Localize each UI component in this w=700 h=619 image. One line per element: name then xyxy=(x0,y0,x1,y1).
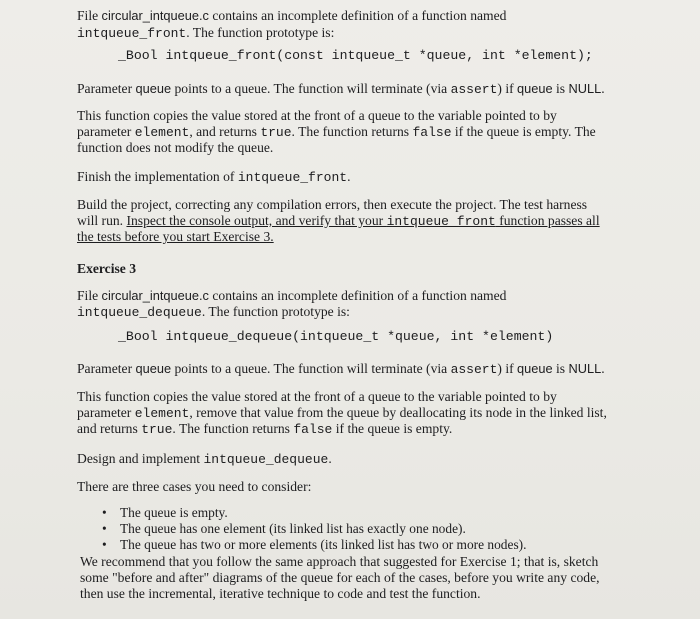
ex3-recommend-line2: some "before and after" diagrams of the queue for each of the cases, before you write any code, xyxy=(80,570,600,585)
ex3-heading: Exercise 3 xyxy=(77,261,137,276)
ex3-desc-line1: This function copies the value stored at the front of a queue to the variable pointed to by xyxy=(77,389,557,404)
ex3-recommend-line3: then use the incremental, iterative technique to code and test the function. xyxy=(80,586,481,601)
ex2-build-line2: will run. Inspect the console output, and verify that your intqueue_front function passes all xyxy=(77,213,600,229)
ex3-prototype: _Bool intqueue_dequeue(intqueue_t *queue, int *element) xyxy=(118,329,554,344)
ex2-desc-line1: This function copies the value stored at the front of a queue to the variable pointed to by xyxy=(77,108,557,123)
list-item: • The queue has one element (its linked list has exactly one node). xyxy=(102,521,466,536)
ex2-desc-line3: function does not modify the queue. xyxy=(77,140,274,155)
ex3-cases-intro: There are three cases you need to consider: xyxy=(77,479,312,494)
ex2-build-line1: Build the project, correcting any compilation errors, then execute the project. The test harness xyxy=(77,197,588,212)
ex3-parameter-text: Parameter queue points to a queue. The function will terminate (via assert) if queue is NULL. xyxy=(77,361,605,377)
bullet-icon: • xyxy=(102,505,107,520)
cases-list xyxy=(100,505,526,553)
ex2-prototype: _Bool intqueue_front(const intqueue_t *queue, int *element); xyxy=(118,48,593,63)
ex2-build-line3: the tests before you start Exercise 3. xyxy=(77,229,274,244)
list-item: • The queue has two or more elements (its linked list has two or more nodes). xyxy=(102,537,527,552)
ex2-finish-text: Finish the implementation of intqueue_front. xyxy=(77,169,351,185)
ex2-desc-line2: parameter element, and returns true. The function returns false if the queue is empty. The xyxy=(77,124,596,140)
ex3-intro-line2: intqueue_dequeue. The function prototype is: xyxy=(77,304,350,320)
bullet-icon: • xyxy=(102,521,107,536)
ex2-intro-line1: File circular_intqueue.c contains an incomplete definition of a function named xyxy=(77,8,507,23)
bullet-icon: • xyxy=(102,537,107,552)
ex3-design-text: Design and implement intqueue_dequeue. xyxy=(77,451,332,467)
ex2-parameter-text: Parameter queue points to a queue. The function will terminate (via assert) if queue is NULL. xyxy=(77,81,605,97)
ex2-intro-line2: intqueue_front. The function prototype is: xyxy=(77,25,335,41)
ex3-desc-line2: parameter element, remove that value from the queue by deallocating its node in the linked list, xyxy=(77,405,607,421)
list-item: • The queue is empty. xyxy=(102,505,228,520)
ex3-intro-line1: File circular_intqueue.c contains an incomplete definition of a function named xyxy=(77,288,507,303)
ex3-recommend-line1: We recommend that you follow the same approach that suggested for Exercise 1; that is, sketch xyxy=(80,554,599,569)
ex3-desc-line3: and returns true. The function returns false if the queue is empty. xyxy=(77,421,453,437)
